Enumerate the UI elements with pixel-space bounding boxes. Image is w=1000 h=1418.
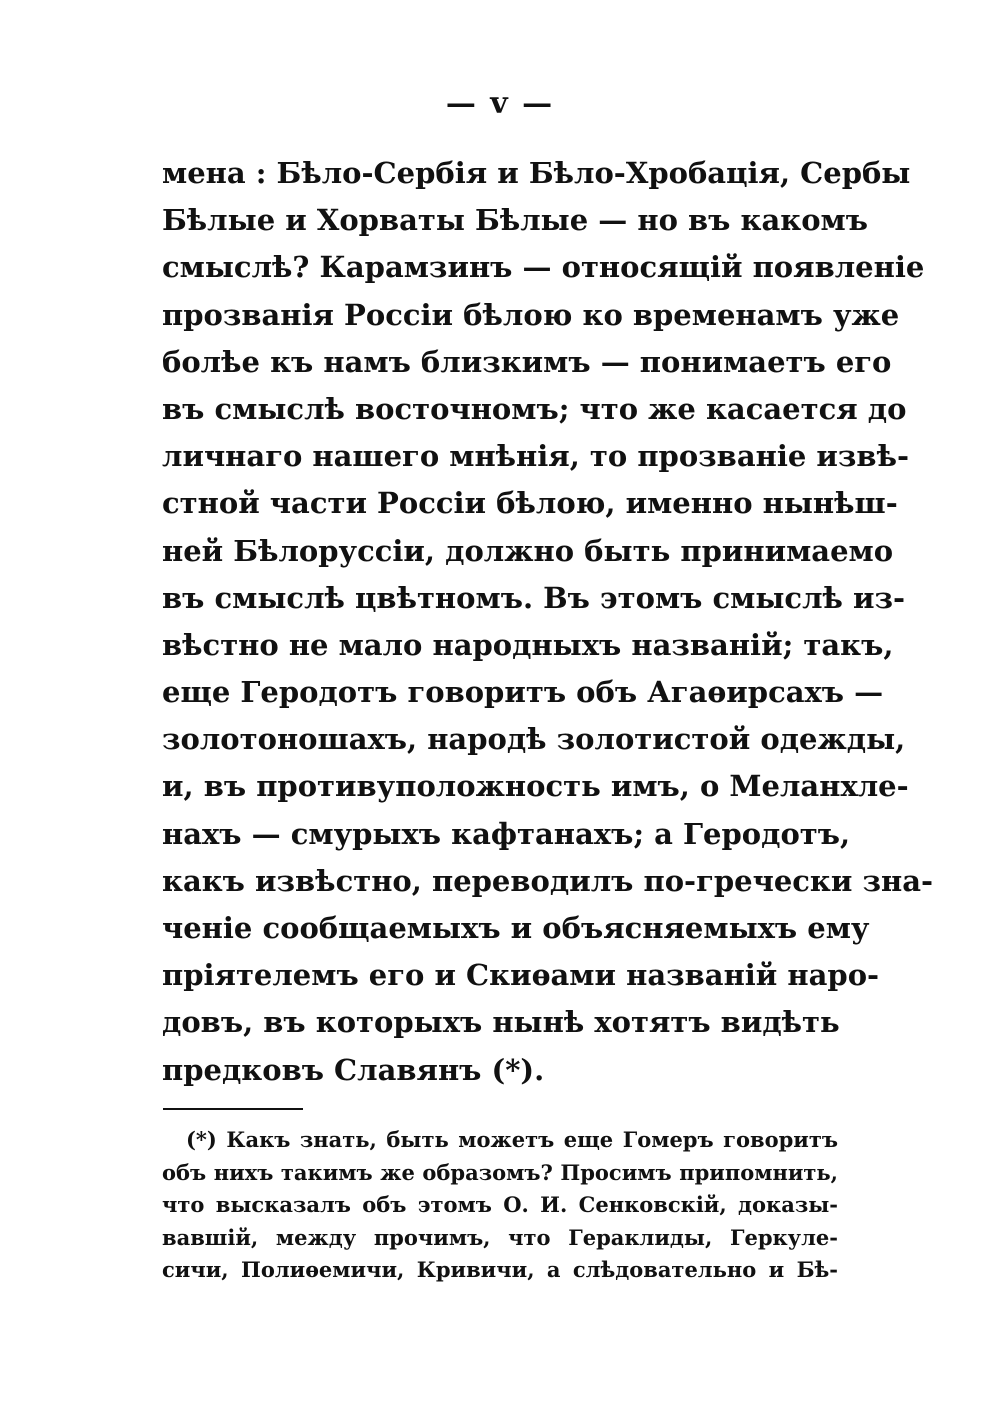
text-line: мена : Бѣло-Сербія и Бѣло-Хробація, Сербы <box>162 156 911 190</box>
text-line: ней Бѣлоруссіи, должно быть принимаемо <box>162 533 894 568</box>
text-line: нахъ — смурыхъ кафтанахъ; а Геродотъ, <box>162 816 851 851</box>
footnote-line: что высказалъ объ этомъ О. И. Сенковскій, доказы- <box>162 1192 838 1217</box>
footnote <box>162 1124 838 1287</box>
text-line: и, въ противуположность имъ, о Меланхле- <box>162 769 909 804</box>
text-line: еще Геродотъ говоритъ объ Агаѳирсахъ — <box>162 675 884 710</box>
text-line: болѣе къ намъ близкимъ — понимаетъ его <box>162 344 892 379</box>
page-number: — v — <box>445 86 555 121</box>
text-line: вѣстно не мало народныхъ названій; такъ, <box>162 627 894 662</box>
text-line: въ смыслѣ восточномъ; что же касается до <box>162 391 907 426</box>
text-line-last: предковъ Славянъ (*). <box>162 1052 545 1087</box>
text-line: довъ, въ которыхъ нынѣ хотятъ видѣть <box>162 1005 840 1040</box>
text-line: стной части Россіи бѣлою, именно нынѣш- <box>162 486 898 521</box>
text-line: прозванія Россіи бѣлою ко временамъ уже <box>162 297 900 332</box>
main-text <box>162 150 934 1094</box>
text-line: въ смыслѣ цвѣтномъ. Въ этомъ смыслѣ из- <box>162 580 906 615</box>
text-line: ченіе сообщаемыхъ и объясняемыхъ ему <box>162 911 870 945</box>
footnote-line: сичи, Полиѳемичи, Кривичи, а слѣдовательно и Бѣ- <box>162 1257 838 1282</box>
text-line: пріятелемъ его и Скиѳами названій наро- <box>162 958 880 993</box>
text-line: смыслѣ? Карамзинъ — относящій появленіе <box>162 250 925 285</box>
text-line: какъ извѣстно, переводилъ по-гречески зна- <box>162 863 934 898</box>
footnote-divider <box>163 1108 303 1110</box>
text-line: личнаго нашего мнѣнія, то прозваніе извѣ- <box>162 439 910 474</box>
text-line: золотоношахъ, народѣ золотистой одежды, <box>162 722 906 757</box>
footnote-line: объ нихъ такимъ же образомъ? Просимъ припомнить, <box>162 1159 838 1185</box>
footnote-line: вавшій, между прочимъ, что Гераклиды, Геркуле- <box>162 1224 838 1250</box>
text-line: Бѣлые и Хорваты Бѣлые — но въ какомъ <box>162 203 868 238</box>
footnote-line: (*) Какъ знать, быть можетъ еще Гомеръ говоритъ <box>186 1127 838 1152</box>
